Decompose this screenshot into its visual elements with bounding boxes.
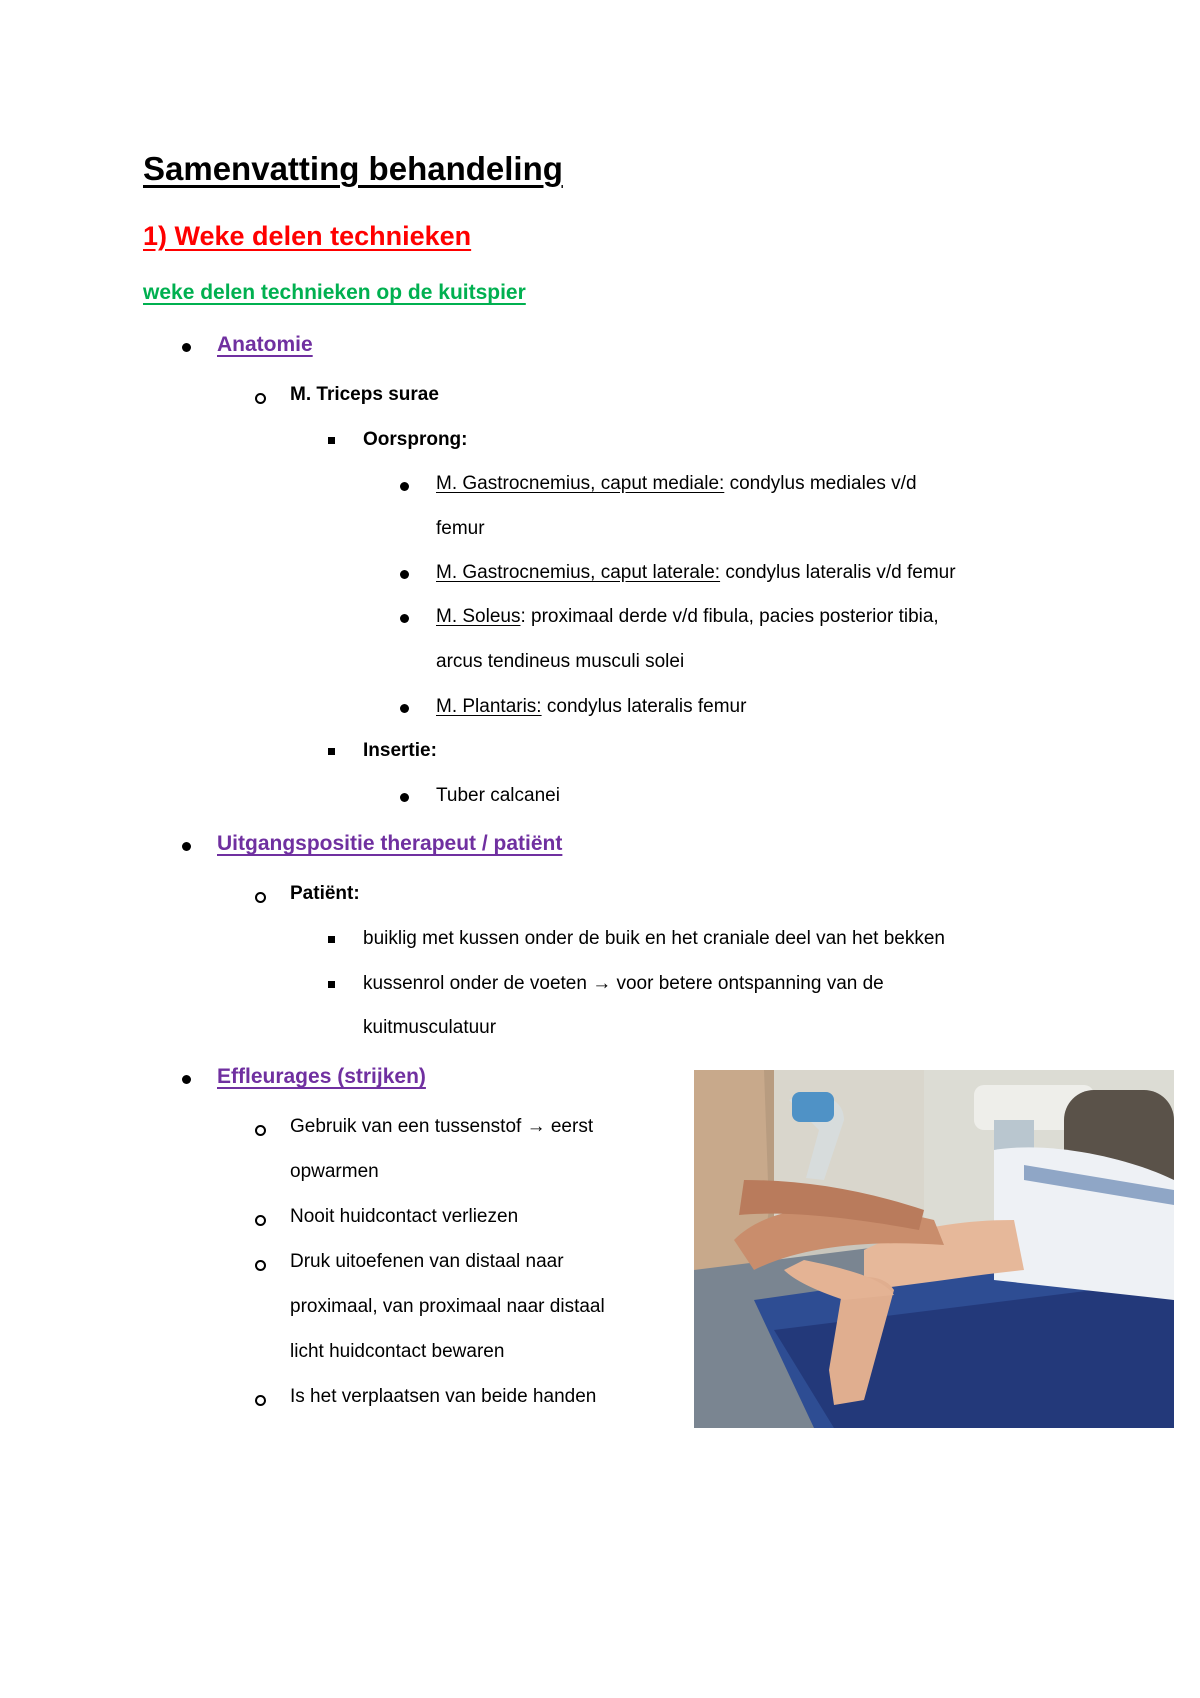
bullet-circle — [255, 1395, 266, 1406]
origin-muscle: M. Gastrocnemius, caput laterale: — [436, 562, 721, 583]
bullet-dot — [400, 482, 409, 491]
effleurage-item: Nooit huidcontact verliezen — [290, 1206, 519, 1227]
origin-item-cont: arcus tendineus musculi solei — [436, 651, 685, 672]
patient-item: buiklig met kussen onder de buik en het craniale deel van het bekken — [363, 928, 945, 949]
origin-muscle: M. Plantaris: — [436, 696, 542, 717]
patient-item-cont: kuitmusculatuur — [363, 1017, 497, 1038]
bullet-dot — [182, 1075, 191, 1084]
massage-photo — [694, 1070, 1174, 1428]
origin-text: condylus mediales v/d — [724, 473, 917, 494]
bullet-square — [328, 981, 335, 988]
bullet-square — [328, 748, 335, 755]
oorsprong-label: Oorsprong: — [363, 429, 468, 450]
subsection-heading: weke delen technieken op de kuitspier — [143, 281, 526, 304]
bullet-dot — [182, 343, 191, 352]
muscle-name: M. Triceps surae — [290, 384, 439, 405]
bullet-circle — [255, 1260, 266, 1271]
bullet-circle — [255, 1125, 266, 1136]
insertie-item: Tuber calcanei — [436, 785, 560, 806]
anatomie-heading: Anatomie — [217, 333, 313, 356]
bullet-square — [328, 437, 335, 444]
origin-item — [436, 606, 939, 628]
bullet-dot — [400, 793, 409, 802]
origin-muscle: M. Soleus — [436, 606, 521, 627]
effleurage-item-cont: licht huidcontact bewaren — [290, 1341, 505, 1362]
uitgangspositie-heading: Uitgangspositie therapeut / patiënt — [217, 832, 563, 855]
origin-text: : proximaal derde v/d fibula, pacies posterior tibia, — [520, 606, 939, 627]
origin-item — [436, 473, 917, 495]
bullet-dot — [400, 614, 409, 623]
origin-item — [436, 696, 746, 718]
bullet-circle — [255, 1215, 266, 1226]
insertie-label: Insertie: — [363, 740, 437, 761]
effleurage-item: Gebruik van een tussenstof → eerst — [290, 1116, 594, 1137]
effleurage-item: Is het verplaatsen van beide handen — [290, 1386, 597, 1407]
bullet-square — [328, 936, 335, 943]
patient-item: kussenrol onder de voeten → voor betere ontspanning van de — [363, 973, 884, 994]
bullet-dot — [400, 570, 409, 579]
origin-text: condylus lateralis femur — [541, 696, 747, 717]
bullet-circle — [255, 393, 266, 404]
effleurage-item-cont: opwarmen — [290, 1161, 379, 1182]
origin-text: condylus lateralis v/d femur — [720, 562, 956, 583]
effleurage-item-cont: proximaal, van proximaal naar distaal — [290, 1296, 605, 1317]
origin-item — [436, 562, 956, 584]
origin-item-cont: femur — [436, 518, 485, 539]
page-title: Samenvatting behandeling — [143, 150, 563, 187]
bullet-dot — [400, 704, 409, 713]
effleurages-heading: Effleurages (strijken) — [217, 1065, 426, 1088]
origin-muscle: M. Gastrocnemius, caput mediale: — [436, 473, 725, 494]
bullet-circle — [255, 892, 266, 903]
effleurage-item: Druk uitoefenen van distaal naar — [290, 1251, 564, 1272]
bullet-dot — [182, 842, 191, 851]
section-heading: 1) Weke delen technieken — [143, 221, 472, 251]
patient-label: Patiënt: — [290, 883, 360, 904]
